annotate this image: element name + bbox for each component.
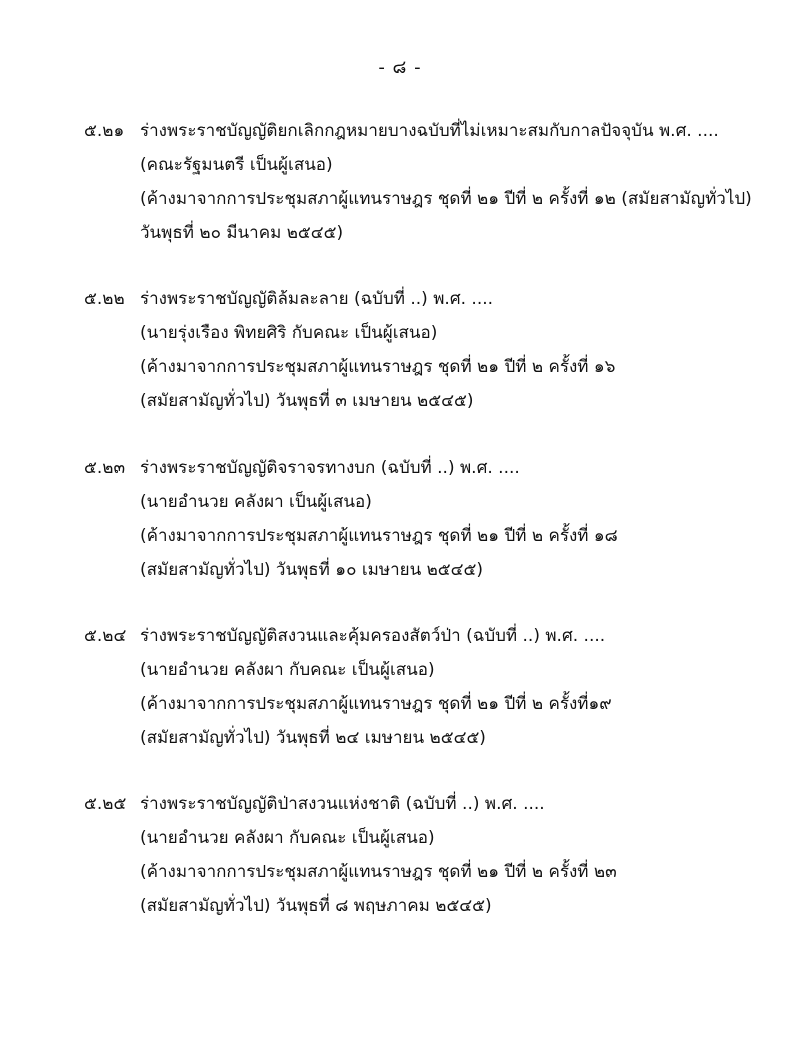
item-source: (ค้างมาจากการประชุมสภาผู้แทนราษฎร ชุดที่ ๒๑ ปีที่ ๒ ครั้งที่ ๑๒ (สมัยสามัญทั่วไป) [140, 189, 752, 209]
item-number: ๕.๒๕ [84, 794, 127, 814]
agenda-item-5-23 [84, 451, 784, 587]
item-number: ๕.๒๔ [84, 626, 127, 646]
agenda-item-5-22 [84, 282, 784, 418]
item-source: (ค้างมาจากการประชุมสภาผู้แทนราษฎร ชุดที่ ๒๑ ปีที่ ๒ ครั้งที่ ๑๘ [140, 526, 618, 546]
item-number: ๕.๒๒ [84, 289, 125, 309]
agenda-item-5-24 [84, 619, 784, 755]
item-number: ๕.๒๓ [84, 458, 126, 478]
item-title: ร่างพระราชบัญญัติจราจรทางบก (ฉบับที่ ..) พ.ศ. .... [140, 458, 520, 478]
item-title: ร่างพระราชบัญญัติป่าสงวนแห่งชาติ (ฉบับที่ ..) พ.ศ. .... [140, 794, 545, 814]
agenda-item-5-21 [84, 114, 784, 250]
item-date: (สมัยสามัญทั่วไป) วันพุธที่ ๑๐ เมษายน ๒๕๔๕) [140, 560, 484, 580]
item-proposer: (นายรุ่งเรือง พิทยศิริ กับคณะ เป็นผู้เสนอ) [140, 323, 438, 343]
item-heading [84, 787, 784, 821]
item-heading [84, 619, 784, 653]
item-source: (ค้างมาจากการประชุมสภาผู้แทนราษฎร ชุดที่ ๒๑ ปีที่ ๒ ครั้งที่ ๑๖ [140, 357, 616, 377]
page-number: - ๘ - [378, 57, 422, 78]
agenda-item-5-25 [84, 787, 784, 923]
item-date: (สมัยสามัญทั่วไป) วันพุธที่ ๒๔ เมษายน ๒๕๔๕) [140, 728, 486, 748]
item-date: วันพุธที่ ๒๐ มีนาคม ๒๕๔๕) [140, 223, 344, 243]
item-heading [84, 282, 784, 316]
item-title: ร่างพระราชบัญญัติสงวนและคุ้มครองสัตว์ป่า (ฉบับที่ ..) พ.ศ. .... [140, 626, 606, 646]
item-proposer: (คณะรัฐมนตรี เป็นผู้เสนอ) [140, 155, 333, 175]
item-number: ๕.๒๑ [84, 121, 125, 141]
item-heading [84, 114, 784, 148]
item-heading [84, 451, 784, 485]
item-proposer: (นายอำนวย คลังผา กับคณะ เป็นผู้เสนอ) [140, 828, 435, 848]
item-source: (ค้างมาจากการประชุมสภาผู้แทนราษฎร ชุดที่ ๒๑ ปีที่ ๒ ครั้งที่ ๒๓ [140, 862, 617, 882]
item-date: (สมัยสามัญทั่วไป) วันพุธที่ ๘ พฤษภาคม ๒๕๔๕) [140, 896, 492, 916]
item-date: (สมัยสามัญทั่วไป) วันพุธที่ ๓ เมษายน ๒๕๔๕) [140, 391, 474, 411]
item-title: ร่างพระราชบัญญัติล้มละลาย (ฉบับที่ ..) พ.ศ. .... [140, 289, 494, 309]
item-title: ร่างพระราชบัญญัติยกเลิกกฎหมายบางฉบับที่ไม่เหมาะสมกับกาลปัจจุบัน พ.ศ. .... [140, 121, 719, 141]
item-proposer: (นายอำนวย คลังผา กับคณะ เป็นผู้เสนอ) [140, 660, 435, 680]
item-proposer: (นายอำนวย คลังผา เป็นผู้เสนอ) [140, 492, 372, 512]
item-source: (ค้างมาจากการประชุมสภาผู้แทนราษฎร ชุดที่ ๒๑ ปีที่ ๒ ครั้งที่๑๙ [140, 694, 612, 714]
